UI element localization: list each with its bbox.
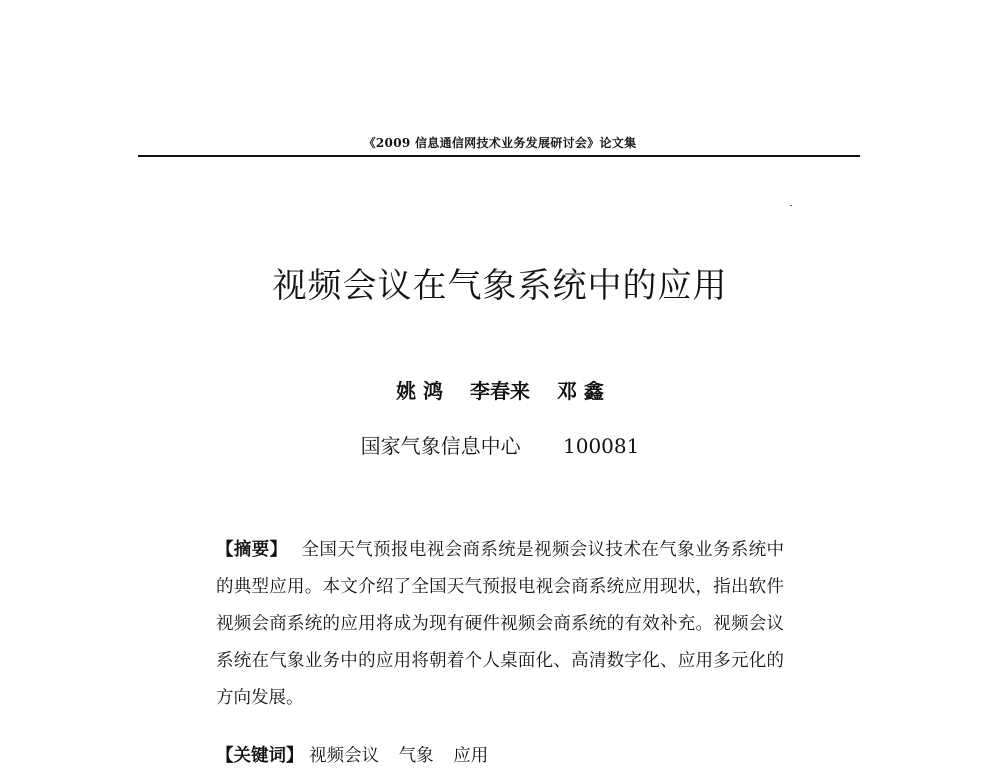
keyword: 应用 xyxy=(453,746,489,766)
keyword: 气象 xyxy=(398,746,434,766)
affiliation xyxy=(0,430,1000,459)
author-name: 邓 鑫 xyxy=(556,379,604,403)
header-rule xyxy=(138,155,860,157)
abstract xyxy=(216,532,784,717)
author-name: 姚 鸿 xyxy=(396,379,444,403)
abstract-label: 【摘要】 xyxy=(216,540,288,560)
keywords-label: 【关键词】 xyxy=(216,746,304,766)
keywords xyxy=(216,738,784,775)
keyword: 视频会议 xyxy=(309,746,380,766)
abstract-text: 全国天气预报电视会商系统是视频会议技术在气象业务系统中的典型应用。本文介绍了全国天气预报电视会商系统应用现状，指出软件视频会商系统的应用将成为现有硬件视频会商系统的有效补充。视频会议系统在气象业务中的应用将朝着个人桌面化、高清数字化、应用多元化的方向发展。 xyxy=(216,540,785,708)
affiliation-org: 国家气象信息中心 xyxy=(360,434,521,458)
scan-speck xyxy=(790,205,792,206)
author-name: 李春来 xyxy=(470,379,530,403)
affiliation-postcode: 100081 xyxy=(563,434,640,458)
running-header: 《2009 信息通信网技术业务发展研讨会》论文集 xyxy=(363,136,637,150)
paper-title: 视频会议在气象系统中的应用 xyxy=(272,266,728,306)
author-list xyxy=(0,375,1000,404)
